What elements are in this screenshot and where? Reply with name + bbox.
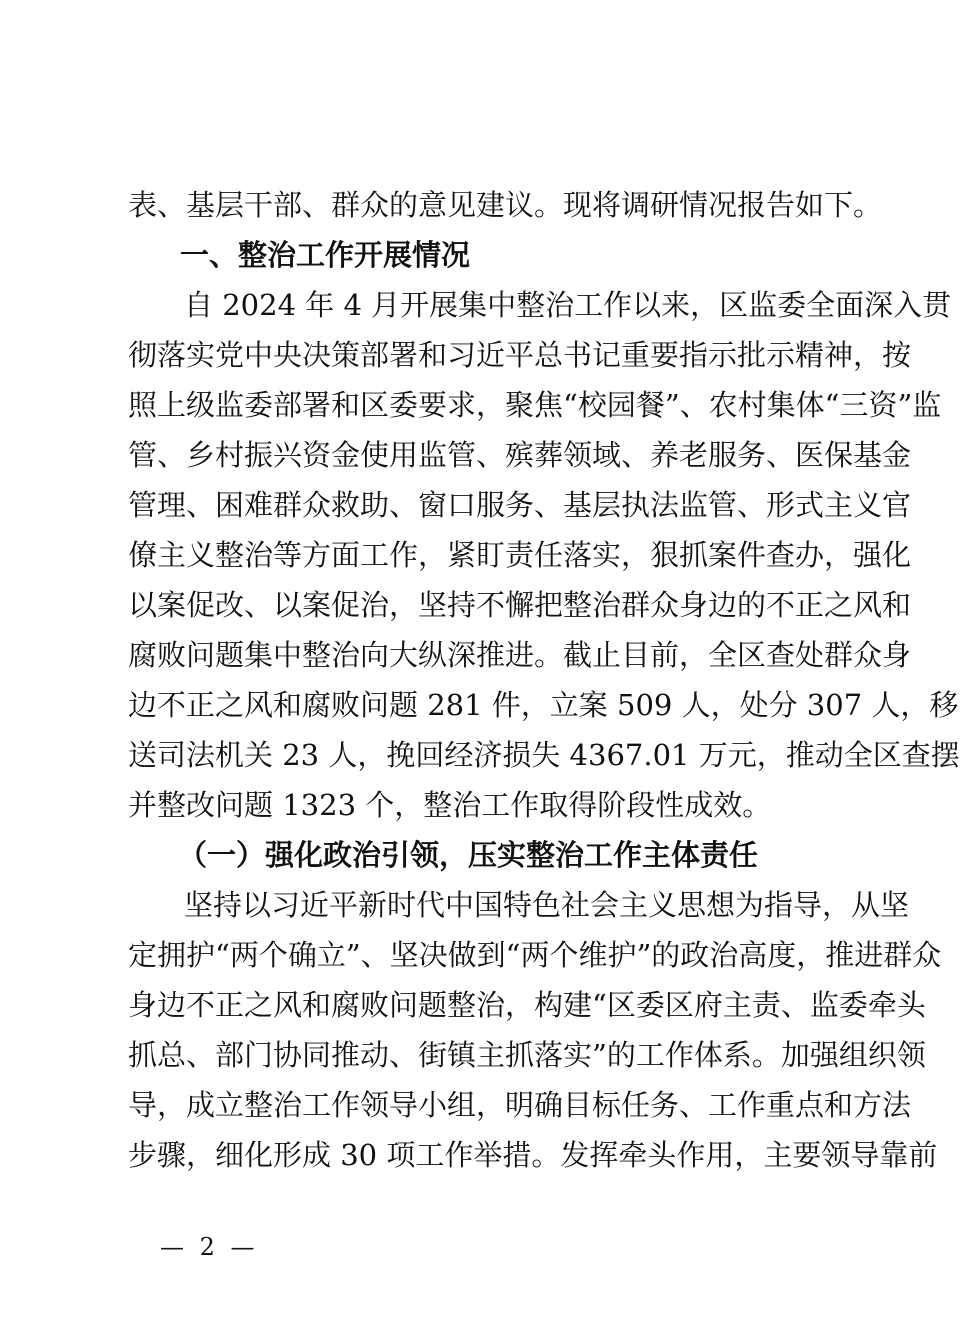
paragraph-line: 步骤，细化形成 30 项工作举措。发挥牵头作用，主要领导靠前 (128, 1138, 938, 1172)
paragraph-line: 管理、困难群众救助、窗口服务、基层执法监管、形式主义官 (128, 488, 912, 522)
paragraph-line: 抓总、部门协同推动、街镇主抓落实”的工作体系。加强组织领 (128, 1038, 926, 1072)
paragraph-line: 腐败问题集中整治向大纵深推进。截止目前，全区查处群众身 (128, 638, 912, 672)
paragraph-line: 僚主义整治等方面工作，紧盯责任落实，狠抓案件查办，强化 (128, 538, 912, 572)
paragraph-line: 导，成立整治工作领导小组，明确目标任务、工作重点和方法 (128, 1088, 912, 1122)
document-body (128, 180, 960, 1180)
paragraph-line: 管、乡村振兴资金使用监管、殡葬领域、养老服务、医保基金 (128, 438, 912, 472)
paragraph-line: 以案促改、以案促治，坚持不懈把整治群众身边的不正之风和 (128, 588, 912, 622)
paragraph-line: 身边不正之风和腐败问题整治，构建“区委区府主责、监委牵头 (128, 988, 926, 1022)
paragraph-line: 自 2024 年 4 月开展集中整治工作以来，区监委全面深入贯 (184, 288, 952, 322)
paragraph-line: 照上级监委部署和区委要求，聚焦“校园餐”、农村集体“三资”监 (128, 388, 942, 422)
paragraph-line: 边不正之风和腐败问题 281 件，立案 509 人，处分 307 人，移 (128, 688, 959, 722)
paragraph-line: 定拥护“两个确立”、坚决做到“两个维护”的政治高度，推进群众 (128, 938, 942, 972)
paragraph-line: 并整改问题 1323 个，整治工作取得阶段性成效。 (128, 788, 772, 822)
paragraph-line: 表、基层干部、群众的意见建议。现将调研情况报告如下。 (128, 188, 883, 222)
page-number: — 2 — (160, 1233, 259, 1261)
paragraph-line: 坚持以习近平新时代中国特色社会主义思想为指导，从坚 (184, 888, 910, 922)
paragraph-line: 送司法机关 23 人，挽回经济损失 4367.01 万元，推动全区查摆 (128, 738, 960, 772)
paragraph-line: 彻落实党中央决策部署和习近平总书记重要指示批示精神，按 (128, 338, 912, 372)
section-heading: 一、整治工作开展情况 (180, 238, 471, 272)
subsection-heading: （一）强化政治引领，压实整治工作主体责任 (178, 838, 759, 872)
